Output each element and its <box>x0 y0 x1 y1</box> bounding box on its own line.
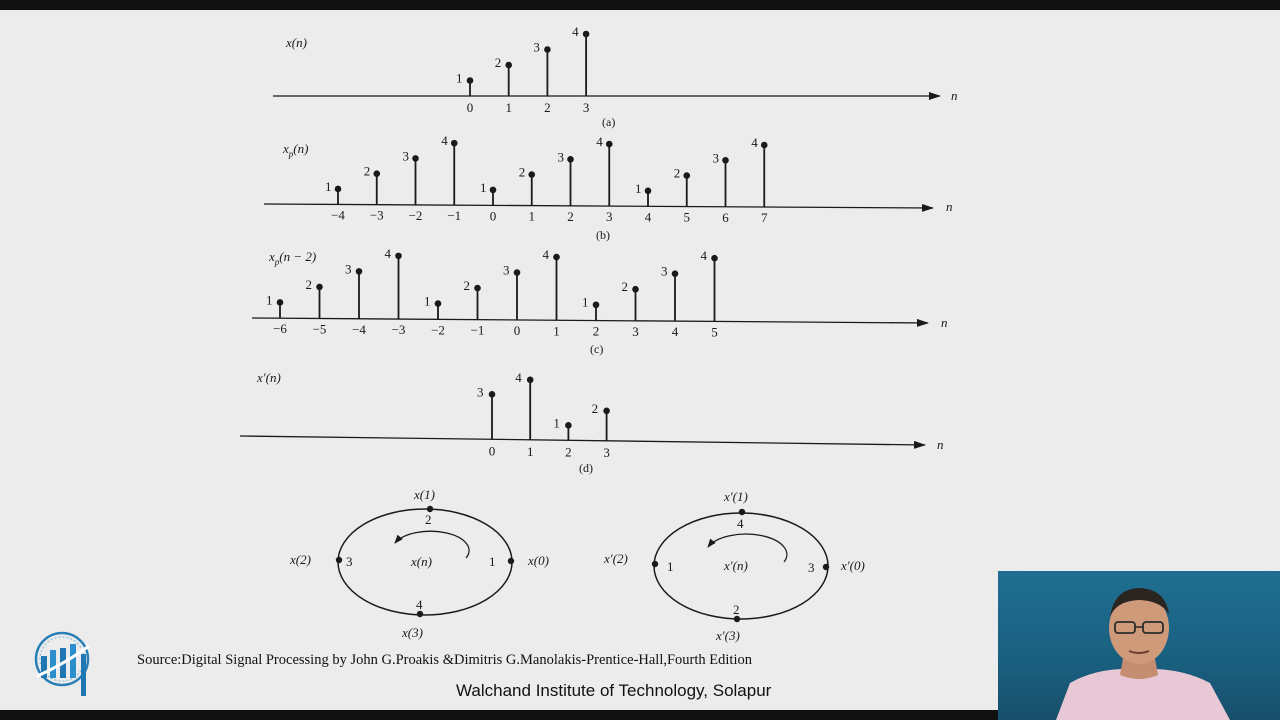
source-citation: Source:Digital Signal Processing by John G.Proakis &Dimitris G.Manolakis-Prentice-Hall,Fourth Edition <box>137 652 752 668</box>
stem-value-label: 2 <box>591 400 599 416</box>
tick-label: 7 <box>761 209 768 225</box>
stem-value-label: 3 <box>533 39 540 55</box>
stem-value-label: 3 <box>477 384 484 400</box>
tick-label: 1 <box>505 100 512 115</box>
plot-d-axis <box>240 436 925 445</box>
plot-a-caption: (a) <box>602 115 616 129</box>
stem-value-label: 3 <box>661 263 668 279</box>
stem-dot <box>490 187 497 194</box>
logo-stem <box>81 654 86 696</box>
stem-dot <box>761 142 768 149</box>
plot-c-caption: (c) <box>590 342 604 356</box>
circle-right-right-value: 3 <box>808 560 815 575</box>
tick-label: 5 <box>683 209 690 225</box>
circle-right-left-label: x′(2) <box>604 551 628 566</box>
stem-value-label: 3 <box>402 148 409 164</box>
stem-dot <box>711 255 718 262</box>
stem-dot <box>722 157 729 164</box>
stem-value-label: 2 <box>363 163 371 179</box>
stem-dot <box>435 300 442 307</box>
plot-a-title: x(n) <box>286 35 307 50</box>
stem-value-label: 4 <box>572 24 579 39</box>
stem-value-label: 1 <box>553 415 560 431</box>
stem-value-label: 1 <box>266 292 273 308</box>
stem-value-label: 2 <box>673 165 681 181</box>
stem-dot <box>593 301 600 308</box>
institute-logo <box>33 626 95 698</box>
stem-value-label: 1 <box>424 293 431 309</box>
plot-b-n-label: n <box>946 199 953 214</box>
stem-value-label: 4 <box>596 134 603 150</box>
tick-label: 2 <box>592 323 600 339</box>
plot-c-title: $x_p(n - 2)$ <box>269 249 317 267</box>
stem-dot <box>395 253 402 260</box>
tick-label: 3 <box>603 444 610 460</box>
stem-value-label: 4 <box>515 369 522 385</box>
tick-label: −3 <box>391 322 406 338</box>
plot-b-caption: (b) <box>596 228 610 242</box>
logo-bar-2 <box>50 650 56 678</box>
tick-label: 1 <box>526 443 534 459</box>
stem-value-label: 1 <box>582 294 589 310</box>
circle-right-bottom-label: x′(3) <box>716 628 740 643</box>
stem-value-label: 4 <box>751 134 758 150</box>
circle-right-top-value: 4 <box>737 516 744 531</box>
stem-value-label: 1 <box>480 179 487 195</box>
stem-dot <box>672 270 679 277</box>
tick-label: −4 <box>331 207 345 223</box>
tick-label: 0 <box>489 208 497 224</box>
tick-label: 0 <box>513 322 521 338</box>
tick-label: 6 <box>722 209 729 225</box>
presenter-video <box>998 571 1280 720</box>
stem-value-label: 4 <box>700 248 707 264</box>
stem-value-label: 2 <box>305 276 312 292</box>
plot-a-n-label: n <box>951 88 958 103</box>
tick-label: 0 <box>466 100 474 115</box>
tick-label: −5 <box>312 321 327 337</box>
tick-label: 2 <box>544 100 551 115</box>
institute-name: Walchand Institute of Technology, Solapur <box>456 681 772 700</box>
stem-dot <box>567 156 574 163</box>
plot-b-axis <box>264 204 933 208</box>
stem-dot <box>527 377 534 384</box>
stem-dot <box>505 62 512 69</box>
stem-dot <box>565 422 572 429</box>
stem-value-label: 3 <box>712 150 719 166</box>
stem-dot <box>489 391 496 398</box>
circle-left-top-value: 2 <box>425 512 432 527</box>
tick-label: 1 <box>553 323 560 339</box>
stem-value-label: 2 <box>621 279 628 295</box>
tick-label: −2 <box>408 207 423 223</box>
plot-d-title: x′(n) <box>257 370 281 385</box>
stem-value-label: 2 <box>494 55 502 70</box>
plot-c-stems <box>266 246 718 340</box>
tick-label: −2 <box>431 322 445 338</box>
tick-label: −1 <box>447 208 462 224</box>
stem-dot <box>316 284 323 291</box>
stem-value-label: 4 <box>542 247 549 263</box>
tick-label: −1 <box>470 322 485 338</box>
stem-dot <box>553 254 560 261</box>
circle-right-right-label: x′(0) <box>841 558 865 573</box>
stem-value-label: 3 <box>503 262 510 278</box>
stem-value-label: 2 <box>463 278 470 294</box>
circle-left-bottom-value: 4 <box>416 597 423 612</box>
tick-label: 4 <box>644 209 652 225</box>
circle-left-center-label: x(n) <box>411 554 432 569</box>
tick-label: 2 <box>565 444 572 460</box>
tick-label: −4 <box>352 321 366 337</box>
plot-d-stems <box>477 370 610 460</box>
stem-dot <box>606 141 613 148</box>
plot-c <box>252 246 948 356</box>
circle-right-bottom-value: 2 <box>733 602 740 617</box>
circle-left-left-value: 3 <box>346 554 353 569</box>
plot-d-caption: (d) <box>579 461 593 475</box>
circle-left-right-value: 1 <box>489 554 496 569</box>
stem-dot <box>474 285 481 292</box>
stem-dot <box>514 269 521 276</box>
tick-label: 3 <box>606 209 613 225</box>
stem-dot <box>373 170 380 177</box>
stem-dot <box>544 46 551 53</box>
stem-value-label: 4 <box>384 245 391 261</box>
plot-a <box>273 24 958 129</box>
circle-right <box>603 489 865 643</box>
tick-label: 4 <box>671 324 679 340</box>
stem-value-label: 3 <box>557 149 564 165</box>
stem-dot <box>683 172 690 179</box>
stem-value-label: 1 <box>635 180 642 196</box>
plot-d-n-label: n <box>937 437 944 452</box>
stem-dot <box>645 187 652 194</box>
circle-right-center-label: x′(n) <box>724 558 748 573</box>
circle-left-dot-left <box>336 557 342 563</box>
tick-label: −3 <box>369 207 384 223</box>
circle-left-dot-right <box>508 558 514 564</box>
tick-label: 5 <box>711 324 718 340</box>
stem-dot <box>528 171 535 178</box>
stem-value-label: 1 <box>456 70 463 86</box>
plot-c-n-label: n <box>941 315 948 330</box>
stem-value-label: 1 <box>325 178 332 194</box>
circle-right-dot-top <box>739 509 745 515</box>
stem-dot <box>583 31 590 38</box>
stem-value-label: 4 <box>441 133 448 149</box>
tick-label: 0 <box>488 443 496 459</box>
stem-dot <box>603 408 610 415</box>
logo-bar-4 <box>70 644 76 678</box>
circle-left-top-label: x(1) <box>414 487 435 502</box>
circle-right-left-value: 1 <box>667 559 674 574</box>
slide <box>0 10 1280 710</box>
circle-left-bottom-label: x(3) <box>402 625 423 640</box>
plot-b <box>264 133 953 242</box>
stem-value-label: 3 <box>345 261 352 277</box>
circle-left-right-label: x(0) <box>528 553 549 568</box>
tick-label: 3 <box>632 323 639 339</box>
stem-value-label: 2 <box>518 164 526 180</box>
stem-dot <box>335 186 342 193</box>
stem-dot <box>356 268 363 275</box>
circle-right-dot-right <box>823 564 829 570</box>
plot-b-stems <box>325 133 768 225</box>
tick-label: 2 <box>567 208 574 224</box>
circle-left-left-label: x(2) <box>290 552 311 567</box>
tick-label: 3 <box>582 100 590 115</box>
circle-left <box>289 487 549 640</box>
stem-dot <box>451 140 458 147</box>
stem-dot <box>277 299 284 306</box>
stem-dot <box>467 77 474 84</box>
circle-left-direction-arrow <box>395 531 469 558</box>
circle-right-dot-left <box>652 561 658 567</box>
plot-b-title: $x_p(n)$ <box>283 141 309 159</box>
stem-dot <box>632 286 639 293</box>
circle-right-top-label: x′(1) <box>724 489 748 504</box>
plot-d <box>240 370 944 475</box>
plot-a-stems <box>456 24 589 115</box>
stem-dot <box>412 155 419 162</box>
tick-label: −6 <box>273 321 287 337</box>
tick-label: 1 <box>528 208 535 224</box>
